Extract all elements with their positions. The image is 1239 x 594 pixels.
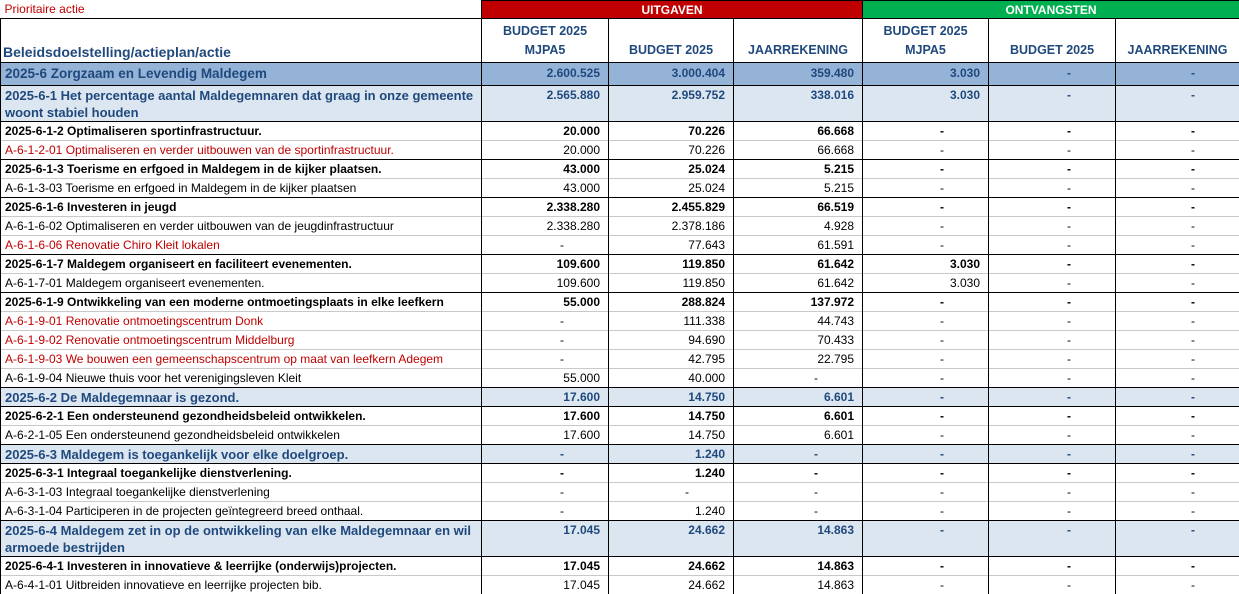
- row-label: 2025-6-1-3 Toerisme en erfgoed in Maldegem in de kijker plaatsen.: [1, 160, 482, 179]
- column-header-line1: BUDGET 2025: [883, 24, 968, 38]
- value-cell: -: [1116, 293, 1239, 312]
- value-cell: 44.743: [734, 312, 863, 331]
- value-cell: -: [989, 388, 1116, 407]
- value-cell: -: [989, 293, 1116, 312]
- value-cell: -: [863, 293, 989, 312]
- row-label: 2025-6-4 Maldegem zet in op de ontwikkeling van elke Maldegemnaar en wil armoede bestrijden: [1, 521, 482, 557]
- value-cell: -: [989, 483, 1116, 502]
- value-cell: -: [1116, 255, 1239, 274]
- value-cell: -: [863, 369, 989, 388]
- value-cell: 2.338.280: [482, 217, 609, 236]
- value-cell: -: [863, 141, 989, 160]
- value-cell: 3.030: [863, 86, 989, 122]
- value-cell: 14.863: [734, 521, 863, 557]
- column-header-uitgaven-budget: [609, 19, 734, 63]
- table-row: [1, 217, 1239, 236]
- value-cell: -: [1116, 407, 1239, 426]
- value-cell: -: [1116, 331, 1239, 350]
- value-cell: 1.240: [609, 502, 734, 521]
- value-cell: 17.045: [482, 557, 609, 576]
- value-cell: -: [482, 331, 609, 350]
- value-cell: 42.795: [609, 350, 734, 369]
- value-cell: -: [1116, 274, 1239, 293]
- value-cell: -: [863, 217, 989, 236]
- value-cell: -: [989, 312, 1116, 331]
- value-cell: -: [1116, 236, 1239, 255]
- band-row: [1, 1, 1239, 19]
- value-cell: 1.240: [609, 464, 734, 483]
- value-cell: -: [1116, 445, 1239, 464]
- value-cell: -: [989, 255, 1116, 274]
- value-cell: -: [989, 407, 1116, 426]
- value-cell: -: [482, 483, 609, 502]
- value-cell: -: [863, 388, 989, 407]
- value-cell: -: [863, 160, 989, 179]
- table-row: [1, 483, 1239, 502]
- value-cell: -: [1116, 312, 1239, 331]
- value-cell: -: [989, 63, 1116, 86]
- value-cell: -: [734, 464, 863, 483]
- value-cell: 17.600: [482, 407, 609, 426]
- value-cell: 288.824: [609, 293, 734, 312]
- value-cell: 14.750: [609, 426, 734, 445]
- value-cell: -: [989, 464, 1116, 483]
- prioritaire-actie-label: Prioritaire actie: [4, 1, 85, 16]
- value-cell: -: [482, 502, 609, 521]
- row-label: 2025-6-2-1 Een ondersteunend gezondheidsbeleid ontwikkelen.: [1, 407, 482, 426]
- value-cell: -: [1116, 160, 1239, 179]
- table-row: [1, 369, 1239, 388]
- value-cell: -: [989, 426, 1116, 445]
- value-cell: -: [1116, 350, 1239, 369]
- value-cell: 3.030: [863, 255, 989, 274]
- value-cell: 94.690: [609, 331, 734, 350]
- value-cell: -: [989, 274, 1116, 293]
- value-cell: 4.928: [734, 217, 863, 236]
- row-label: 2025-6-2 De Maldegemnaar is gezond.: [1, 388, 482, 407]
- row-label: 2025-6 Zorgzaam en Levendig Maldegem: [1, 63, 482, 86]
- value-cell: -: [863, 445, 989, 464]
- value-cell: 2.455.829: [609, 198, 734, 217]
- value-cell: -: [863, 502, 989, 521]
- value-cell: -: [1116, 217, 1239, 236]
- column-header-line2: MJPA5: [905, 43, 946, 57]
- value-cell: -: [482, 464, 609, 483]
- value-cell: -: [863, 426, 989, 445]
- value-cell: -: [1116, 63, 1239, 86]
- value-cell: 24.662: [609, 576, 734, 594]
- value-cell: 25.024: [609, 160, 734, 179]
- column-header-line2: BUDGET 2025: [628, 43, 714, 57]
- value-cell: -: [863, 331, 989, 350]
- value-cell: 55.000: [482, 369, 609, 388]
- value-cell: 14.750: [609, 388, 734, 407]
- table-row: [1, 255, 1239, 274]
- value-cell: 24.662: [609, 557, 734, 576]
- column-header-line1: BUDGET 2025: [502, 24, 588, 38]
- value-cell: -: [1116, 483, 1239, 502]
- column-header-line1: [611, 22, 731, 41]
- value-cell: -: [863, 557, 989, 576]
- table-row: [1, 198, 1239, 217]
- value-cell: 66.668: [734, 141, 863, 160]
- value-cell: -: [1116, 388, 1239, 407]
- table-row: [1, 464, 1239, 483]
- value-cell: 5.215: [734, 179, 863, 198]
- row-label: A-6-1-9-03 We bouwen een gemeenschapscentrum op maat van leefkern Adegem: [1, 350, 482, 369]
- row-label: A-6-1-9-01 Renovatie ontmoetingscentrum Donk: [1, 312, 482, 331]
- value-cell: -: [989, 502, 1116, 521]
- value-cell: -: [863, 122, 989, 141]
- value-cell: -: [863, 483, 989, 502]
- value-cell: 6.601: [734, 388, 863, 407]
- value-cell: 119.850: [609, 274, 734, 293]
- table-row: [1, 63, 1239, 86]
- value-cell: -: [989, 331, 1116, 350]
- value-cell: 61.642: [734, 255, 863, 274]
- value-cell: 43.000: [482, 160, 609, 179]
- row-label: 2025-6-4-1 Investeren in innovatieve & leerrijke (onderwijs)projecten.: [1, 557, 482, 576]
- value-cell: -: [1116, 521, 1239, 557]
- value-cell: 61.591: [734, 236, 863, 255]
- value-cell: -: [989, 86, 1116, 122]
- value-cell: 3.000.404: [609, 63, 734, 86]
- value-cell: 61.642: [734, 274, 863, 293]
- value-cell: -: [1116, 198, 1239, 217]
- table-row: [1, 576, 1239, 594]
- column-header-ontvangsten-budget: [989, 19, 1116, 63]
- table-row: [1, 122, 1239, 141]
- value-cell: 17.045: [482, 521, 609, 557]
- value-cell: 359.480: [734, 63, 863, 86]
- row-label: A-6-1-3-03 Toerisme en erfgoed in Maldegem in de kijker plaatsen: [1, 179, 482, 198]
- uitgaven-band-header: UITGAVEN: [482, 1, 863, 19]
- value-cell: -: [1116, 179, 1239, 198]
- value-cell: -: [1116, 86, 1239, 122]
- value-cell: 70.226: [609, 141, 734, 160]
- value-cell: 22.795: [734, 350, 863, 369]
- value-cell: 1.240: [609, 445, 734, 464]
- table-row: [1, 445, 1239, 464]
- value-cell: -: [989, 141, 1116, 160]
- row-label: A-6-3-1-03 Integraal toegankelijke dienstverlening: [1, 483, 482, 502]
- column-header-ontvangsten-mjpa5: [863, 19, 989, 63]
- value-cell: -: [734, 445, 863, 464]
- column-header-line2: JAARREKENING: [1127, 43, 1228, 57]
- value-cell: -: [734, 369, 863, 388]
- value-cell: 70.226: [609, 122, 734, 141]
- value-cell: -: [989, 350, 1116, 369]
- row-label: 2025-6-1-7 Maldegem organiseert en faciliteert evenementen.: [1, 255, 482, 274]
- value-cell: -: [989, 369, 1116, 388]
- value-cell: 109.600: [482, 255, 609, 274]
- table-body: [1, 63, 1239, 594]
- row-label: A-6-3-1-04 Participeren in de projecten geïntegreerd breed onthaal.: [1, 502, 482, 521]
- value-cell: -: [989, 179, 1116, 198]
- value-cell: 66.668: [734, 122, 863, 141]
- value-cell: -: [863, 576, 989, 594]
- value-cell: 55.000: [482, 293, 609, 312]
- value-cell: -: [863, 179, 989, 198]
- value-cell: 40.000: [609, 369, 734, 388]
- value-cell: 3.030: [863, 274, 989, 293]
- value-cell: 14.863: [734, 557, 863, 576]
- value-cell: -: [1116, 557, 1239, 576]
- row-label: A-6-1-7-01 Maldegem organiseert evenementen.: [1, 274, 482, 293]
- value-cell: 14.750: [609, 407, 734, 426]
- table-row: [1, 179, 1239, 198]
- value-cell: 17.600: [482, 388, 609, 407]
- column-header-row: [1, 19, 1239, 63]
- table-row: [1, 331, 1239, 350]
- value-cell: -: [989, 217, 1116, 236]
- value-cell: -: [863, 350, 989, 369]
- value-cell: -: [482, 236, 609, 255]
- value-cell: -: [989, 445, 1116, 464]
- value-cell: 70.433: [734, 331, 863, 350]
- value-cell: -: [1116, 369, 1239, 388]
- value-cell: -: [609, 483, 734, 502]
- value-cell: -: [482, 312, 609, 331]
- row-label: A-6-2-1-05 Een ondersteunend gezondheidsbeleid ontwikkelen: [1, 426, 482, 445]
- table-row: [1, 388, 1239, 407]
- table-row: [1, 141, 1239, 160]
- row-label: A-6-1-9-04 Nieuwe thuis voor het verenigingsleven Kleit: [1, 369, 482, 388]
- value-cell: -: [989, 122, 1116, 141]
- column-header-line1: [1118, 22, 1237, 41]
- table-row: [1, 407, 1239, 426]
- value-cell: 24.662: [609, 521, 734, 557]
- value-cell: 2.378.186: [609, 217, 734, 236]
- value-cell: 25.024: [609, 179, 734, 198]
- value-cell: -: [863, 521, 989, 557]
- row-label: A-6-1-2-01 Optimaliseren en verder uitbouwen van de sportinfrastructuur.: [1, 141, 482, 160]
- value-cell: -: [863, 312, 989, 331]
- table-row: [1, 521, 1239, 557]
- column-header-ontvangsten-jaarrekening: [1116, 19, 1239, 63]
- value-cell: 14.863: [734, 576, 863, 594]
- value-cell: -: [989, 521, 1116, 557]
- row-label: 2025-6-1 Het percentage aantal Maldegemnaren dat graag in onze gemeente woont stabiel houden: [1, 86, 482, 122]
- value-cell: -: [1116, 426, 1239, 445]
- table-row: [1, 86, 1239, 122]
- table-row: [1, 274, 1239, 293]
- value-cell: 2.338.280: [482, 198, 609, 217]
- row-label: A-6-1-9-02 Renovatie ontmoetingscentrum Middelburg: [1, 331, 482, 350]
- value-cell: 43.000: [482, 179, 609, 198]
- value-cell: 109.600: [482, 274, 609, 293]
- value-cell: -: [1116, 576, 1239, 594]
- column-header-line1: [736, 22, 860, 41]
- value-cell: -: [863, 407, 989, 426]
- table-row: [1, 160, 1239, 179]
- value-cell: -: [989, 198, 1116, 217]
- value-cell: -: [863, 464, 989, 483]
- row-label: 2025-6-1-9 Ontwikkeling van een moderne ontmoetingsplaats in elke leefkern: [1, 293, 482, 312]
- value-cell: 66.519: [734, 198, 863, 217]
- value-cell: 338.016: [734, 86, 863, 122]
- row-label: A-6-1-6-02 Optimaliseren en verder uitbouwen van de jeugdinfrastructuur: [1, 217, 482, 236]
- value-cell: 6.601: [734, 426, 863, 445]
- row-label: 2025-6-1-6 Investeren in jeugd: [1, 198, 482, 217]
- table-row: [1, 350, 1239, 369]
- value-cell: 17.045: [482, 576, 609, 594]
- ontvangsten-band-header: ONTVANGSTEN: [863, 1, 1239, 19]
- value-cell: -: [989, 576, 1116, 594]
- row-label: A-6-4-1-01 Uitbreiden innovatieve en leerrijke projecten bib.: [1, 576, 482, 594]
- value-cell: 3.030: [863, 63, 989, 86]
- value-cell: 20.000: [482, 122, 609, 141]
- value-cell: 20.000: [482, 141, 609, 160]
- value-cell: -: [734, 483, 863, 502]
- value-cell: -: [863, 236, 989, 255]
- column-header-line2: JAARREKENING: [748, 43, 849, 57]
- value-cell: -: [482, 350, 609, 369]
- value-cell: 6.601: [734, 407, 863, 426]
- label-column-header: Beleidsdoelstelling/actieplan/actie: [1, 19, 482, 63]
- value-cell: 17.600: [482, 426, 609, 445]
- row-label: 2025-6-1-2 Optimaliseren sportinfrastructuur.: [1, 122, 482, 141]
- value-cell: 111.338: [609, 312, 734, 331]
- value-cell: -: [1116, 464, 1239, 483]
- table-row: [1, 236, 1239, 255]
- value-cell: -: [1116, 502, 1239, 521]
- table-row: [1, 293, 1239, 312]
- column-header-line2: MJPA5: [524, 43, 566, 57]
- row-label: 2025-6-3-1 Integraal toegankelijke dienstverlening.: [1, 464, 482, 483]
- value-cell: 2.959.752: [609, 86, 734, 122]
- value-cell: 137.972: [734, 293, 863, 312]
- value-cell: 119.850: [609, 255, 734, 274]
- value-cell: 2.600.525: [482, 63, 609, 86]
- column-header-line1: [991, 22, 1113, 41]
- value-cell: -: [989, 557, 1116, 576]
- column-header-uitgaven-mjpa5: [482, 19, 609, 63]
- value-cell: -: [1116, 141, 1239, 160]
- value-cell: -: [863, 198, 989, 217]
- value-cell: 77.643: [609, 236, 734, 255]
- value-cell: -: [482, 445, 609, 464]
- table-row: [1, 312, 1239, 331]
- value-cell: -: [989, 160, 1116, 179]
- value-cell: 2.565.880: [482, 86, 609, 122]
- table-row: [1, 502, 1239, 521]
- table-row: [1, 426, 1239, 445]
- value-cell: -: [989, 236, 1116, 255]
- row-label: A-6-1-6-06 Renovatie Chiro Kleit lokalen: [1, 236, 482, 255]
- row-label: 2025-6-3 Maldegem is toegankelijk voor elke doelgroep.: [1, 445, 482, 464]
- column-header-line2: BUDGET 2025: [1009, 43, 1095, 57]
- value-cell: -: [1116, 122, 1239, 141]
- value-cell: -: [734, 502, 863, 521]
- table-row: [1, 557, 1239, 576]
- column-header-uitgaven-jaarrekening: [734, 19, 863, 63]
- value-cell: 5.215: [734, 160, 863, 179]
